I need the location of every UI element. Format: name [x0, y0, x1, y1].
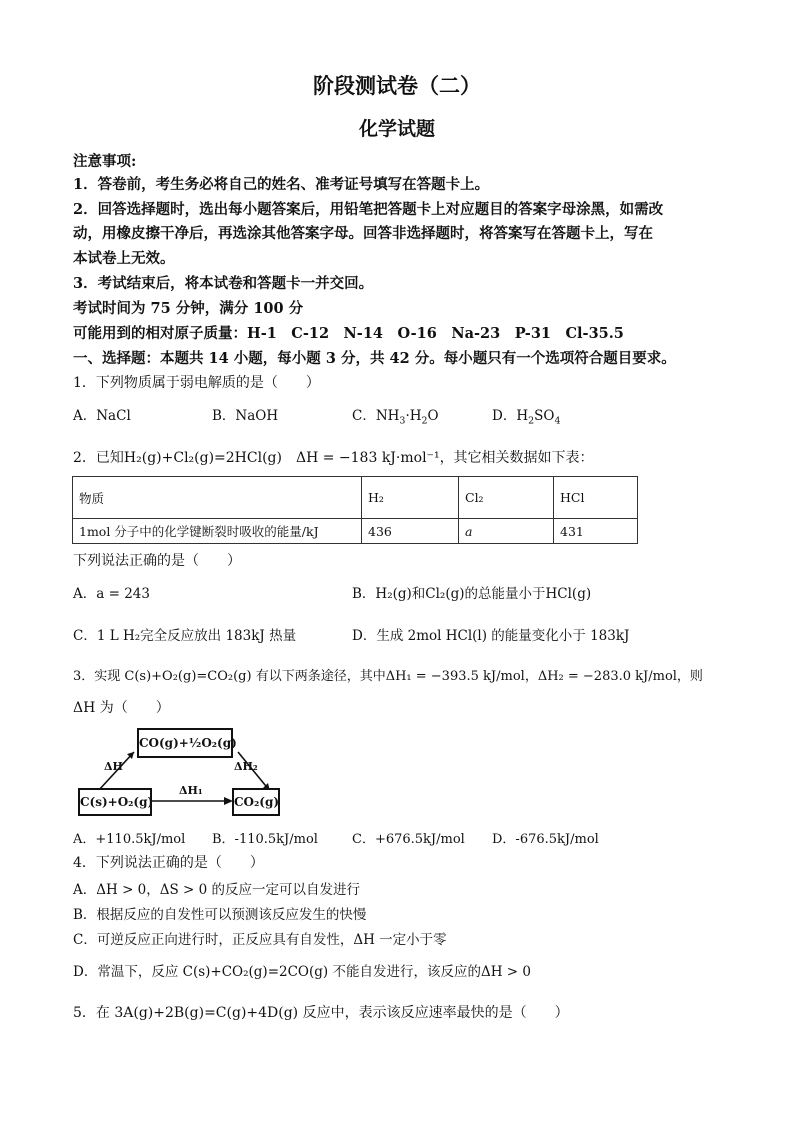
table-cell-h2: 436 — [362, 519, 459, 544]
q4-option-b: B．根据反应的自发性可以预测该反应发生的快慢 — [73, 907, 367, 923]
table-header-hcl: HCl — [554, 477, 638, 519]
notice-item-1: 1．答卷前，考生务必将自己的姓名、准考证号填写在答题卡上。 — [73, 176, 490, 193]
diagram-box-top: CO(g)+½O₂(g) — [137, 728, 233, 758]
table-header-substance: 物质 — [73, 477, 362, 519]
q2-option-c: C．1 L H₂完全反应放出 183kJ 热量 — [73, 628, 297, 644]
table-header-cl2: Cl₂ — [459, 477, 554, 519]
notice-item-2-end: 本试卷上无效。 — [73, 250, 175, 267]
notice-item-2-cont: 动，用橡皮擦干净后，再选涂其他答案字母。回答非选择题时，将答案写在答题卡上，写在 — [73, 225, 653, 242]
diagram-label-dh2: ΔH₂ — [234, 760, 258, 773]
notice-heading: 注意事项: — [73, 153, 137, 170]
q2-option-b: B．H₂(g)和Cl₂(g)的总能量小于HCl(g) — [352, 586, 592, 602]
q4-option-a: A．ΔH > 0，ΔS > 0 的反应一定可以自发进行 — [73, 882, 361, 898]
q3-option-b: B．-110.5kJ/mol — [212, 832, 318, 847]
diagram-label-dh1: ΔH₁ — [179, 784, 203, 797]
table-header-h2: H₂ — [362, 477, 459, 519]
q2-option-a: A．a = 243 — [73, 586, 150, 602]
page-title: 阶段测试卷（二） — [313, 73, 481, 98]
notice-item-2: 2．回答选择题时，选出每小题答案后，用铅笔把答题卡上对应题目的答案字母涂黑，如需改 — [73, 201, 664, 218]
notice-item-3: 3．考试结束后，将本试卷和答题卡一并交回。 — [73, 275, 374, 292]
exam-time: 考试时间为 75 分钟，满分 100 分 — [73, 300, 304, 317]
table-row-label: 1mol 分子中的化学键断裂时吸收的能量/kJ — [73, 519, 362, 544]
diagram-box-right: CO₂(g) — [232, 788, 280, 816]
page-subtitle: 化学试题 — [358, 118, 435, 140]
q1-option-a: A．NaCl — [73, 408, 131, 424]
table-cell-hcl: 431 — [554, 519, 638, 544]
q1-option-d: D．$H_2SO_4$ — [492, 408, 561, 427]
table-cell-cl2: a — [459, 519, 554, 544]
q3-stem: 3．实现 C(s)+O₂(g)=CO₂(g) 有以下两条途径，其中ΔH₁ = −393.5 kJ/mol，ΔH₂ = −283.0 kJ/mol，则 — [73, 669, 703, 684]
diagram-box-left: C(s)+O₂(g) — [78, 788, 152, 816]
q5-stem: 5．在 3A(g)+2B(g)=C(g)+4D(g) 反应中，表示该反应速率最快的是（ ） — [73, 1005, 569, 1021]
section-heading: 一、选择题：本题共 14 小题，每小题 3 分，共 42 分。每小题只有一个选项符合题目要求。 — [73, 350, 676, 367]
q2-option-d: D．生成 2mol HCl(l) 的能量变化小于 183kJ — [352, 628, 630, 644]
q2-stem: 2．已知H₂(g)+Cl₂(g)=2HCl(g) ΔH = −183 kJ·mol⁻¹，其它相关数据如下表： — [73, 450, 594, 466]
q1-stem: 1．下列物质属于弱电解质的是（ ） — [73, 375, 320, 391]
q4-stem: 4．下列说法正确的是（ ） — [73, 855, 264, 871]
q3-stem-end: ΔH 为（ ） — [73, 700, 170, 716]
atomic-masses: 可能用到的相对原子质量：H-1 C-12 N-14 O-16 Na-23 P-31 Cl-35.5 — [73, 325, 624, 342]
diagram-label-dh: ΔH — [104, 760, 123, 773]
q4-option-d: D．常温下，反应 C(s)+CO₂(g)=2CO(g) 不能自发进行，该反应的ΔH > 0 — [73, 964, 531, 980]
q1-option-c: C．$NH_3\cdot H_2O$ — [352, 408, 439, 427]
q3-option-d: D．-676.5kJ/mol — [492, 832, 599, 847]
q1-option-b: B．NaOH — [212, 408, 279, 424]
q2-question: 下列说法正确的是（ ） — [73, 553, 241, 569]
q2-data-table — [72, 476, 638, 544]
q3-option-a: A．+110.5kJ/mol — [73, 832, 186, 847]
q3-option-c: C．+676.5kJ/mol — [352, 832, 465, 847]
q4-option-c: C．可逆反应正向进行时，正反应具有自发性，ΔH 一定小于零 — [73, 932, 447, 948]
